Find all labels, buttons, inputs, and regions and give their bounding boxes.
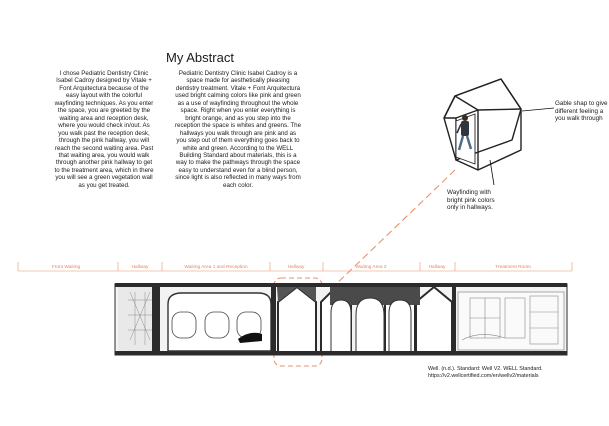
gable-leader-line (522, 108, 554, 111)
section-label-hallway-2: Hallway (287, 265, 305, 270)
section-label-hallway-1: Hallway (131, 265, 149, 270)
gable-house-illustration (444, 79, 521, 170)
building-section (115, 283, 567, 355)
page-title: My Abstract (166, 50, 234, 65)
section-label-treatment-room: Treatment Room (495, 265, 531, 270)
citation: Well. (n.d.). Standard: Well V2. WELL Standard. https://v2.wellcertified.com/en/wellv2/materials (428, 366, 543, 379)
gable-annotation: Gable shap to give different feeling a you walk through (555, 100, 608, 122)
abstract-paragraph-left: I chose Pediatric Dentistry Clinic Isabel Cadroy designed by Vitale + Font Arquitectura because of the easy layout with the colorful wayfinding techniques. As you enter the space, you are greeted by the waiting area and reception desk, where you would check in/out. As you walk past the reception desk, through the pink hallway, you will reach the second waiting area. Past that waiting area, you would walk through another pink hallway to get to the treatment area, which in there you will see a green vegetation wall as you get treated. (54, 70, 154, 189)
wayfinding-annotation: Wayfinding with bright pink colors only in hallways. (447, 189, 495, 211)
abstract-paragraph-right: Pediatric Dentistry Clinic Isabel Cadroy is a space made for aesthetically pleasing dentistry treatment. Vitale + Font Arquitectura used bright calming colors like pink and green as a use of wayfinding throughout the whole space. Right when you enter everything is bright orange, and as you step into the reception the space is whites and greens. The hallways you walk through are pink and as you step out of them everything goes back to white and green. According to the WELL Building Standard about materials, this is a way to make the pathways through the space easy to understand even for a blind person, since light is also reflected in many ways from each color. (174, 70, 302, 189)
section-label-front-waiting: Front Waiting (51, 265, 81, 270)
section-label-hallway-3: Hallway (428, 265, 446, 270)
callout-dashed-line (330, 170, 455, 290)
section-label-waiting-area-1: Waiting Area 1 and Reception (184, 265, 248, 270)
section-label-waiting-area-2: Waiting Area 2 (355, 265, 387, 270)
